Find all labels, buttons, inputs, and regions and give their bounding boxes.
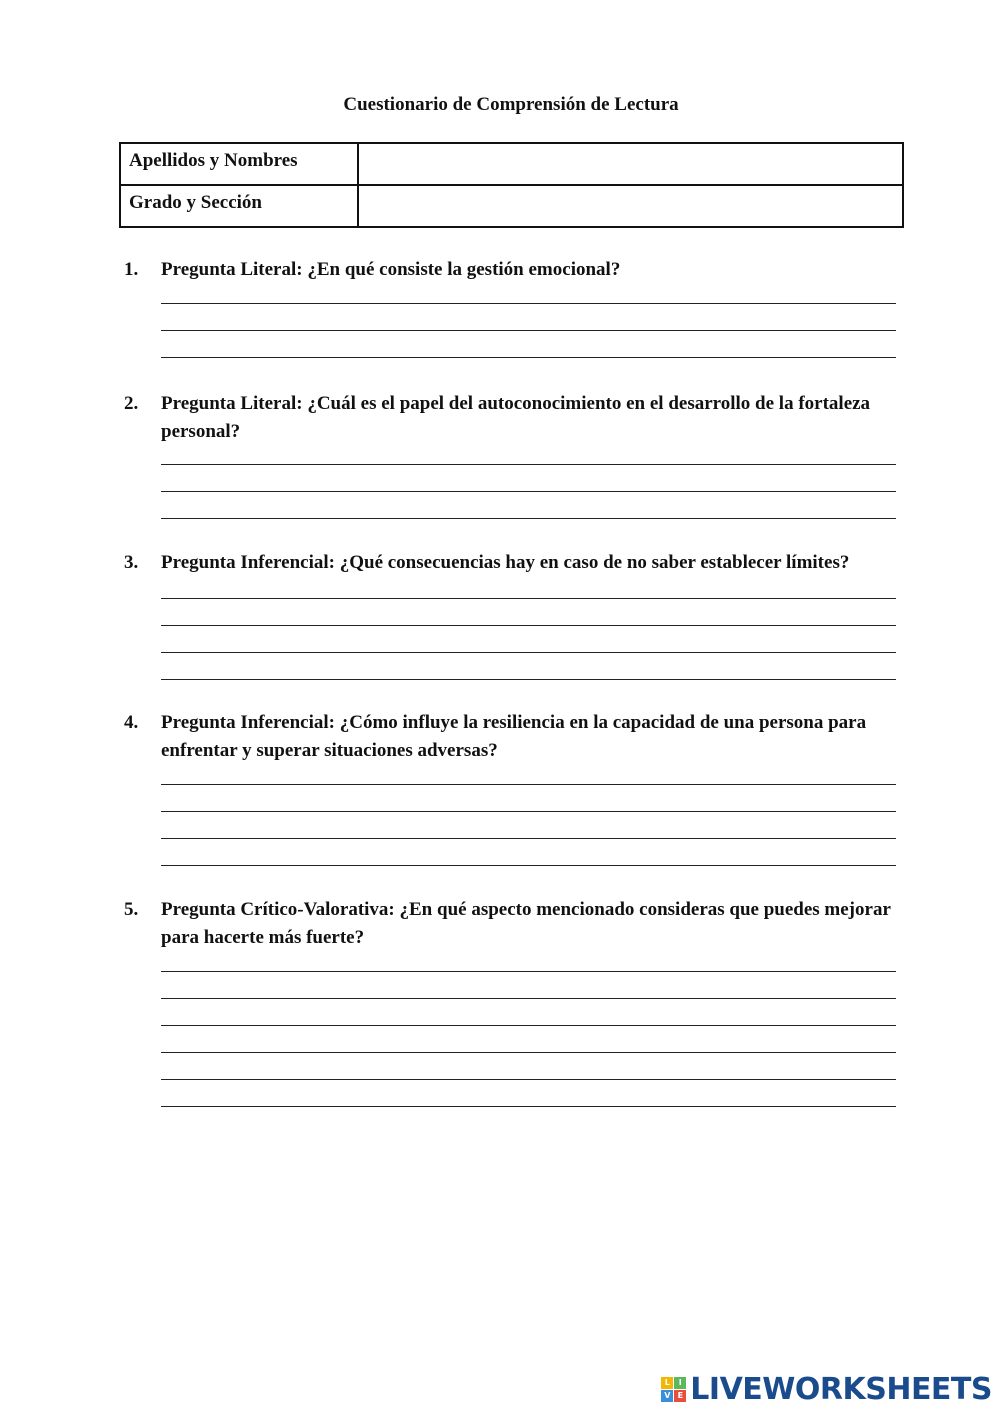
logo-mark-letter: L [661,1377,673,1389]
liveworksheets-logo[interactable] [661,1372,992,1407]
answer-line[interactable] [161,811,896,812]
answer-line[interactable] [161,971,896,972]
grade-field[interactable] [358,185,903,227]
question-1 [124,256,900,284]
table-row [120,143,903,185]
answer-line[interactable] [161,784,896,785]
answer-line[interactable] [161,491,896,492]
page-title: Cuestionario de Comprensión de Lectura [343,94,679,115]
answer-line[interactable] [161,464,896,465]
answer-line[interactable] [161,303,896,304]
answer-line[interactable] [161,998,896,999]
question-number: 2. [124,393,139,414]
answer-line[interactable] [161,1025,896,1026]
question-number: 4. [124,712,139,733]
brand-name: LIVEWORKSHEETS [690,1372,992,1407]
question-number: 5. [124,899,139,920]
answer-line[interactable] [161,357,896,358]
answer-line[interactable] [161,625,896,626]
logo-mark-letter: I [674,1377,686,1389]
question-2 [124,390,900,446]
question-5 [124,896,900,952]
answer-line[interactable] [161,652,896,653]
answer-line[interactable] [161,838,896,839]
answer-line[interactable] [161,598,896,599]
logo-mark-letter: E [674,1390,686,1402]
answer-line[interactable] [161,1052,896,1053]
answer-line[interactable] [161,518,896,519]
question-4 [124,709,900,765]
question-3 [124,549,900,577]
answer-line[interactable] [161,1106,896,1107]
answer-line[interactable] [161,1079,896,1080]
question-text: Pregunta Crítico-Valorativa: ¿En qué aspecto mencionado consideras que puedes mejorar para hacerte más fuerte? [161,899,891,948]
question-number: 3. [124,552,139,573]
logo-mark-icon [661,1377,686,1402]
table-row [120,185,903,227]
answer-line[interactable] [161,679,896,680]
grade-label: Grado y Sección [120,185,358,227]
question-text: Pregunta Inferencial: ¿Cómo influye la resiliencia en la capacidad de una persona para enfrentar y superar situaciones adversas? [161,712,867,761]
name-label: Apellidos y Nombres [120,143,358,185]
question-text: Pregunta Inferencial: ¿Qué consecuencias hay en caso de no saber establecer límites? [161,552,850,573]
student-info-table [119,142,904,228]
logo-mark-letter: V [661,1390,673,1402]
question-text: Pregunta Literal: ¿Cuál es el papel del autoconocimiento en el desarrollo de la fortaleza personal? [161,393,871,442]
question-text: Pregunta Literal: ¿En qué consiste la gestión emocional? [161,259,621,280]
question-number: 1. [124,259,139,280]
answer-line[interactable] [161,865,896,866]
answer-line[interactable] [161,330,896,331]
name-field[interactable] [358,143,903,185]
